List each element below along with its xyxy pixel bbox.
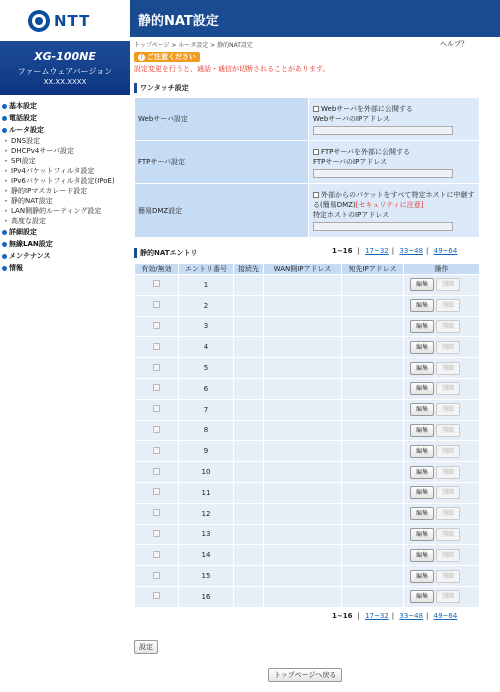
enable-checkbox[interactable] [153, 572, 160, 579]
nat-entry-table [134, 263, 480, 608]
destination-cell [234, 503, 264, 524]
triangle-icon: ▸ [5, 148, 8, 154]
edit-button[interactable]: 編集 [410, 570, 434, 583]
destination-cell [234, 462, 264, 483]
enabled-cell [135, 337, 179, 358]
edit-button[interactable]: 編集 [410, 507, 434, 520]
edit-button[interactable]: 編集 [410, 278, 434, 291]
entry-number: 13 [179, 524, 234, 545]
operation-cell [404, 566, 480, 587]
operation-cell [404, 378, 480, 399]
destination-cell [234, 420, 264, 441]
destination-cell [234, 524, 264, 545]
web-server-ip-label: WebサーバのIPアドレス [313, 114, 390, 123]
enabled-cell [135, 441, 179, 462]
sidebar-item[interactable] [5, 166, 130, 176]
enabled-cell [135, 586, 179, 607]
destination-cell [234, 482, 264, 503]
entry-number: 7 [179, 399, 234, 420]
entry-number: 14 [179, 545, 234, 566]
enabled-cell [135, 462, 179, 483]
table-row [135, 316, 480, 337]
dest-ip-cell [342, 566, 404, 587]
table-row [135, 378, 480, 399]
delete-button[interactable]: 削除 [436, 590, 460, 603]
wan-ip-cell [264, 566, 342, 587]
pager-top: 1~16 | 17~32 | 33~48 | 49~64 [332, 247, 458, 255]
security-warning: [セキュリティに注意] [355, 201, 424, 209]
ftp-server-ip-input[interactable] [313, 169, 453, 178]
triangle-icon: ▸ [5, 168, 8, 174]
ftp-server-ip-label: FTPサーバのIPアドレス [313, 157, 388, 166]
table-row [135, 503, 480, 524]
delete-button[interactable]: 削除 [436, 341, 460, 354]
enable-checkbox[interactable] [153, 551, 160, 558]
enable-checkbox[interactable] [153, 488, 160, 495]
wan-ip-cell [264, 378, 342, 399]
dmz-ip-input[interactable] [313, 222, 453, 231]
table-row [135, 337, 480, 358]
column-header: 接続先 [234, 264, 264, 275]
sidebar-group-label: 無線LAN設定 [9, 240, 53, 248]
enabled-cell [135, 482, 179, 503]
delete-button[interactable]: 削除 [436, 466, 460, 479]
sidebar-item-label: LAN側静的ルーティング設定 [11, 207, 102, 215]
table-row [135, 462, 480, 483]
operation-cell [404, 482, 480, 503]
pager-link[interactable]: 17~32 [365, 612, 389, 620]
wan-ip-cell [264, 482, 342, 503]
entry-number: 3 [179, 316, 234, 337]
web-server-ip-input[interactable] [313, 126, 453, 135]
destination-cell [234, 275, 264, 296]
enable-checkbox[interactable] [153, 301, 160, 308]
enabled-cell [135, 378, 179, 399]
dest-ip-cell [342, 524, 404, 545]
edit-button[interactable]: 編集 [410, 382, 434, 395]
operation-cell [404, 420, 480, 441]
wan-ip-cell [264, 337, 342, 358]
entry-number: 4 [179, 337, 234, 358]
operation-cell [404, 545, 480, 566]
delete-button[interactable]: 削除 [436, 403, 460, 416]
column-header: エントリ番号 [179, 264, 234, 275]
enable-checkbox[interactable] [153, 447, 160, 454]
wan-ip-cell [264, 399, 342, 420]
sidebar-nav [0, 100, 130, 274]
delete-button[interactable]: 削除 [436, 424, 460, 437]
page-title: 静的NAT設定 [138, 14, 219, 29]
enabled-cell [135, 399, 179, 420]
operation-cell [404, 316, 480, 337]
wan-ip-cell [264, 358, 342, 379]
entry-number: 16 [179, 586, 234, 607]
entry-number: 12 [179, 503, 234, 524]
sidebar-group[interactable] [0, 112, 130, 124]
model-info [0, 41, 130, 95]
web-server-checkbox[interactable] [313, 106, 319, 112]
web-server-label: Webサーバ設定 [135, 98, 309, 141]
operation-cell [404, 462, 480, 483]
ntt-logo-icon [28, 10, 50, 32]
pager-link[interactable]: 49~64 [433, 612, 458, 620]
delete-button[interactable]: 削除 [436, 445, 460, 458]
triangle-icon: ▸ [5, 138, 8, 144]
ftp-server-checkbox-label: FTPサーバを外部に公開する [321, 147, 411, 156]
pager-link[interactable]: 17~32 [365, 247, 389, 255]
logo [0, 0, 130, 41]
wan-ip-cell [264, 441, 342, 462]
dest-ip-cell [342, 545, 404, 566]
sidebar-item-label: DNS設定 [11, 137, 41, 145]
table-row [135, 399, 480, 420]
sidebar-group[interactable] [0, 238, 130, 250]
table-row [135, 524, 480, 545]
dest-ip-cell [342, 378, 404, 399]
ftp-server-checkbox[interactable] [313, 149, 319, 155]
sidebar-group[interactable] [0, 262, 130, 274]
wan-ip-cell [264, 462, 342, 483]
edit-button[interactable]: 編集 [410, 549, 434, 562]
enable-checkbox[interactable] [153, 509, 160, 516]
sidebar-group-label: 電話設定 [9, 114, 37, 122]
triangle-icon: ▸ [5, 198, 8, 204]
entry-number: 5 [179, 358, 234, 379]
destination-cell [234, 586, 264, 607]
operation-cell [404, 358, 480, 379]
delete-button[interactable]: 削除 [436, 320, 460, 333]
enabled-cell [135, 524, 179, 545]
sidebar-group[interactable] [0, 124, 130, 136]
enabled-cell [135, 503, 179, 524]
section-title-quick: ワンタッチ設定 [134, 83, 189, 93]
table-row [135, 566, 480, 587]
help-link[interactable]: ヘルプ？ [440, 40, 468, 48]
operation-cell [404, 295, 480, 316]
bullet-icon [2, 242, 7, 247]
column-header: WAN側IPアドレス [264, 264, 342, 275]
set-button[interactable]: 設定 [134, 640, 158, 654]
dmz-label: 簡易DMZ設定 [135, 184, 309, 238]
table-row [135, 441, 480, 462]
dest-ip-cell [342, 316, 404, 337]
enabled-cell [135, 358, 179, 379]
enabled-cell [135, 545, 179, 566]
delete-button[interactable]: 削除 [436, 570, 460, 583]
delete-button[interactable]: 削除 [436, 549, 460, 562]
dest-ip-cell [342, 482, 404, 503]
edit-button[interactable]: 編集 [410, 486, 434, 499]
edit-button[interactable]: 編集 [410, 341, 434, 354]
section-title-entries: 静的NATエントリ [134, 248, 198, 258]
pager-current: 1~16 [332, 247, 353, 255]
sidebar-item-label: IPv4パケットフィルタ設定 [11, 167, 95, 175]
sidebar-group-label: ルータ設定 [9, 126, 44, 134]
entry-number: 10 [179, 462, 234, 483]
destination-cell [234, 337, 264, 358]
pager-link[interactable]: 33~48 [399, 247, 424, 255]
sidebar-group[interactable] [0, 250, 130, 262]
edit-button[interactable]: 編集 [410, 403, 434, 416]
table-row [135, 420, 480, 441]
enable-checkbox[interactable] [153, 468, 160, 475]
operation-cell [404, 586, 480, 607]
bullet-icon [2, 104, 7, 109]
pager-link[interactable]: 33~48 [399, 612, 424, 620]
enable-checkbox[interactable] [153, 384, 160, 391]
enabled-cell [135, 275, 179, 296]
destination-cell [234, 399, 264, 420]
destination-cell [234, 441, 264, 462]
column-header: 有効/無効 [135, 264, 179, 275]
bullet-icon [2, 266, 7, 271]
enable-checkbox[interactable] [153, 343, 160, 350]
delete-button[interactable]: 削除 [436, 382, 460, 395]
sidebar-group-label: 詳細設定 [9, 228, 37, 236]
triangle-icon: ▸ [5, 188, 8, 194]
operation-cell [404, 337, 480, 358]
firmware-label: ファームウェアバージョン [17, 67, 113, 76]
table-row [135, 545, 480, 566]
bullet-icon [2, 116, 7, 121]
dest-ip-cell [342, 586, 404, 607]
entry-number: 2 [179, 295, 234, 316]
bullet-icon [2, 230, 7, 235]
table-row [135, 275, 480, 296]
caution-text: 設定変更を行うと、通話・通信が切断されることがあります。 [134, 65, 330, 73]
sidebar-item-label: 高度な設定 [11, 217, 46, 225]
wan-ip-cell [264, 275, 342, 296]
table-row [135, 586, 480, 607]
sidebar-item-label: DHCPv4サーバ設定 [11, 147, 75, 155]
dmz-ip-label: 特定ホストのIPアドレス [313, 211, 390, 219]
wan-ip-cell [264, 545, 342, 566]
enable-checkbox[interactable] [153, 592, 160, 599]
entry-number: 15 [179, 566, 234, 587]
table-row [135, 482, 480, 503]
edit-button[interactable]: 編集 [410, 445, 434, 458]
operation-cell [404, 399, 480, 420]
sidebar-item[interactable] [5, 136, 130, 146]
dest-ip-cell [342, 462, 404, 483]
edit-button[interactable]: 編集 [410, 320, 434, 333]
triangle-icon: ▸ [5, 218, 8, 224]
sidebar-item[interactable] [5, 176, 130, 186]
sidebar-group-label: 基本設定 [9, 102, 37, 110]
logo-text: NTT [54, 11, 91, 30]
dmz-checkbox[interactable] [313, 192, 319, 198]
dest-ip-cell [342, 503, 404, 524]
enabled-cell [135, 316, 179, 337]
dmz-checkbox-label: 外部からのパケットをすべて特定ホストに中継する(簡易DMZ) [313, 191, 475, 209]
enabled-cell [135, 295, 179, 316]
sidebar-item[interactable] [5, 146, 130, 156]
back-to-top-button[interactable]: トップページへ戻る [268, 668, 342, 682]
edit-button[interactable]: 編集 [410, 299, 434, 312]
operation-cell [404, 441, 480, 462]
table-row [135, 295, 480, 316]
enabled-cell [135, 566, 179, 587]
delete-button[interactable]: 削除 [436, 528, 460, 541]
bullet-icon [2, 254, 7, 259]
pager-current: 1~16 [332, 612, 353, 620]
operation-cell [404, 275, 480, 296]
sidebar-group-label: メンテナンス [9, 252, 51, 260]
entry-number: 8 [179, 420, 234, 441]
page-header [130, 0, 500, 37]
triangle-icon: ▸ [5, 178, 8, 184]
caution-badge-label: ご注意ください [147, 53, 196, 61]
dest-ip-cell [342, 337, 404, 358]
enable-checkbox[interactable] [153, 280, 160, 287]
quick-settings-table [134, 97, 480, 238]
wan-ip-cell [264, 295, 342, 316]
triangle-icon: ▸ [5, 208, 8, 214]
destination-cell [234, 358, 264, 379]
caution-badge [134, 52, 200, 62]
sidebar-group[interactable] [0, 100, 130, 112]
sidebar-group-label: 情報 [9, 264, 23, 272]
edit-button[interactable]: 編集 [410, 528, 434, 541]
breadcrumb: トップページ > ルータ設定 > 静的NAT設定 [134, 42, 253, 49]
operation-cell [404, 524, 480, 545]
dest-ip-cell [342, 358, 404, 379]
wan-ip-cell [264, 586, 342, 607]
operation-cell [404, 503, 480, 524]
edit-button[interactable]: 編集 [410, 424, 434, 437]
delete-button[interactable]: 削除 [436, 278, 460, 291]
edit-button[interactable]: 編集 [410, 590, 434, 603]
sidebar-item[interactable] [5, 186, 130, 196]
dest-ip-cell [342, 275, 404, 296]
firmware-version: XX.XX.XXXX [43, 78, 87, 86]
sidebar-item-label: 静的NAT設定 [11, 197, 53, 205]
web-server-checkbox-label: Webサーバを外部に公開する [321, 104, 413, 113]
wan-ip-cell [264, 316, 342, 337]
destination-cell [234, 378, 264, 399]
bullet-icon [2, 128, 7, 133]
column-header: 操作 [404, 264, 480, 275]
model-name: XG-100NE [34, 50, 96, 63]
sidebar-item[interactable] [5, 196, 130, 206]
pager-link[interactable]: 49~64 [433, 247, 458, 255]
delete-button[interactable]: 削除 [436, 299, 460, 312]
triangle-icon: ▸ [5, 158, 8, 164]
dest-ip-cell [342, 441, 404, 462]
sidebar-item-label: 静的IPマスカレード設定 [11, 187, 88, 195]
delete-button[interactable]: 削除 [436, 486, 460, 499]
destination-cell [234, 295, 264, 316]
delete-button[interactable]: 削除 [436, 507, 460, 520]
dest-ip-cell [342, 295, 404, 316]
enable-checkbox[interactable] [153, 364, 160, 371]
wan-ip-cell [264, 524, 342, 545]
sidebar-item-label: SPI設定 [11, 157, 36, 165]
destination-cell [234, 545, 264, 566]
sidebar-item[interactable] [5, 206, 130, 216]
sidebar-group[interactable] [0, 226, 130, 238]
entry-number: 1 [179, 275, 234, 296]
destination-cell [234, 566, 264, 587]
enable-checkbox[interactable] [153, 530, 160, 537]
wan-ip-cell [264, 420, 342, 441]
edit-button[interactable]: 編集 [410, 362, 434, 375]
sidebar-item[interactable] [5, 216, 130, 226]
enable-checkbox[interactable] [153, 405, 160, 412]
destination-cell [234, 316, 264, 337]
enable-checkbox[interactable] [153, 322, 160, 329]
edit-button[interactable]: 編集 [410, 466, 434, 479]
wan-ip-cell [264, 503, 342, 524]
entry-number: 6 [179, 378, 234, 399]
exclamation-icon: ! [138, 54, 145, 61]
sidebar-item-label: IPv6パケットフィルタ設定(IPoE) [11, 177, 115, 185]
pager-bottom: 1~16 | 17~32 | 33~48 | 49~64 [332, 612, 458, 620]
dest-ip-cell [342, 399, 404, 420]
entry-number: 11 [179, 482, 234, 503]
dest-ip-cell [342, 420, 404, 441]
sidebar-item[interactable] [5, 156, 130, 166]
entry-number: 9 [179, 441, 234, 462]
enable-checkbox[interactable] [153, 426, 160, 433]
enabled-cell [135, 420, 179, 441]
ftp-server-label: FTPサーバ設定 [135, 141, 309, 184]
delete-button[interactable]: 削除 [436, 362, 460, 375]
table-row [135, 358, 480, 379]
column-header: 宛先IPアドレス [342, 264, 404, 275]
